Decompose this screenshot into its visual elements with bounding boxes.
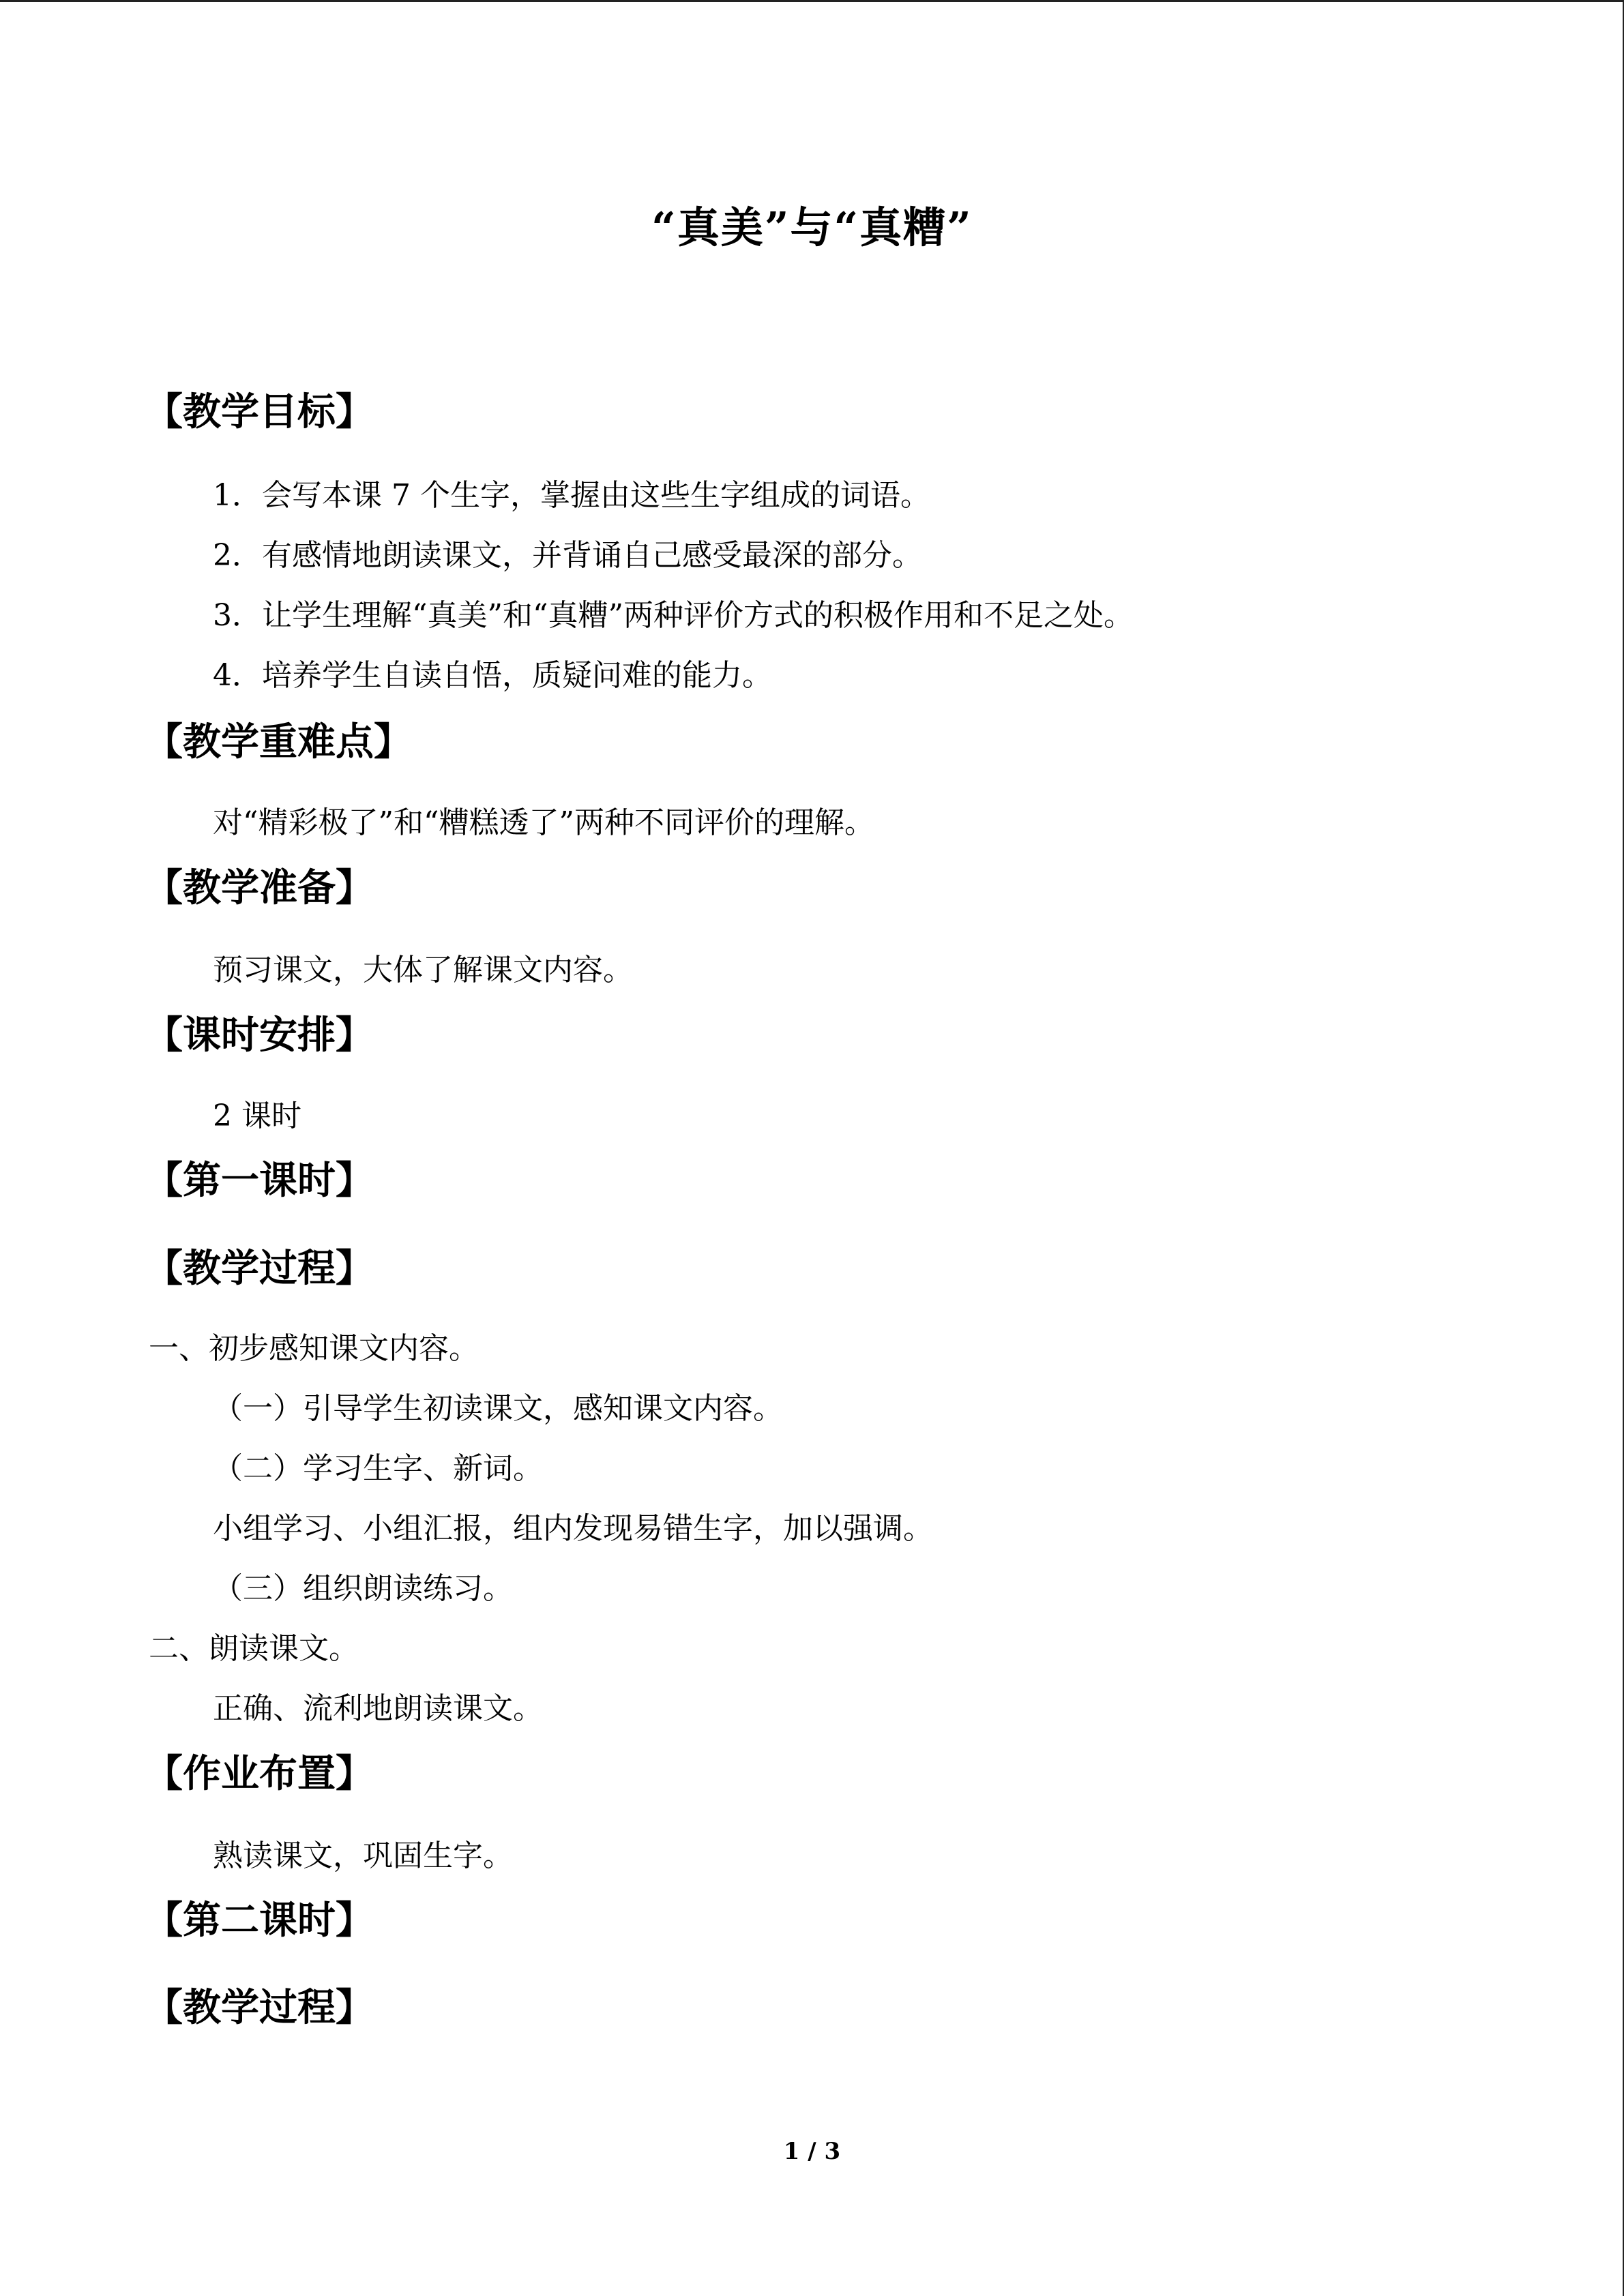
heading-key-points: 【教学重难点】: [145, 719, 412, 764]
objective-item-4: 4．培养学生自读自悟，质疑问难的能力。: [213, 658, 772, 693]
process1-step-1b-detail: 小组学习、小组汇报，组内发现易错生字，加以强调。: [213, 1511, 933, 1546]
process1-step-1b: （二）学习生字、新词。: [213, 1451, 543, 1486]
homework-text: 熟读课文，巩固生字。: [213, 1838, 513, 1873]
page-number: 1 / 3: [783, 2138, 841, 2165]
process1-step-2: 二、朗读课文。: [149, 1631, 359, 1666]
heading-process-2: 【教学过程】: [145, 1985, 374, 2030]
objective-item-3: 3．让学生理解“真美”和“真糟”两种评价方式的积极作用和不足之处。: [213, 598, 1134, 633]
key-points-text: 对“精彩极了”和“糟糕透了”两种不同评价的理解。: [213, 805, 874, 840]
process1-step-1c: （三）组织朗读练习。: [213, 1571, 513, 1606]
heading-lesson-1: 【第一课时】: [145, 1158, 374, 1203]
process1-step-1: 一、初步感知课文内容。: [149, 1331, 479, 1366]
heading-preparation: 【教学准备】: [145, 865, 374, 910]
objective-item-1: 1．会写本课 7 个生字，掌握由这些生字组成的词语。: [213, 478, 930, 513]
process1-step-1a: （一）引导学生初读课文，感知课文内容。: [213, 1391, 783, 1426]
schedule-text: 2 课时: [213, 1099, 301, 1133]
heading-homework: 【作业布置】: [145, 1751, 374, 1796]
document-title: “真美”与“真糟”: [651, 203, 973, 252]
preparation-text: 预习课文，大体了解课文内容。: [213, 953, 633, 987]
heading-objectives: 【教学目标】: [145, 389, 374, 434]
heading-process-1: 【教学过程】: [145, 1246, 374, 1291]
process1-step-2-detail: 正确、流利地朗读课文。: [213, 1691, 543, 1726]
objective-item-2: 2．有感情地朗读课文，并背诵自己感受最深的部分。: [213, 538, 922, 573]
heading-schedule: 【课时安排】: [145, 1013, 374, 1058]
heading-lesson-2: 【第二课时】: [145, 1898, 374, 1943]
